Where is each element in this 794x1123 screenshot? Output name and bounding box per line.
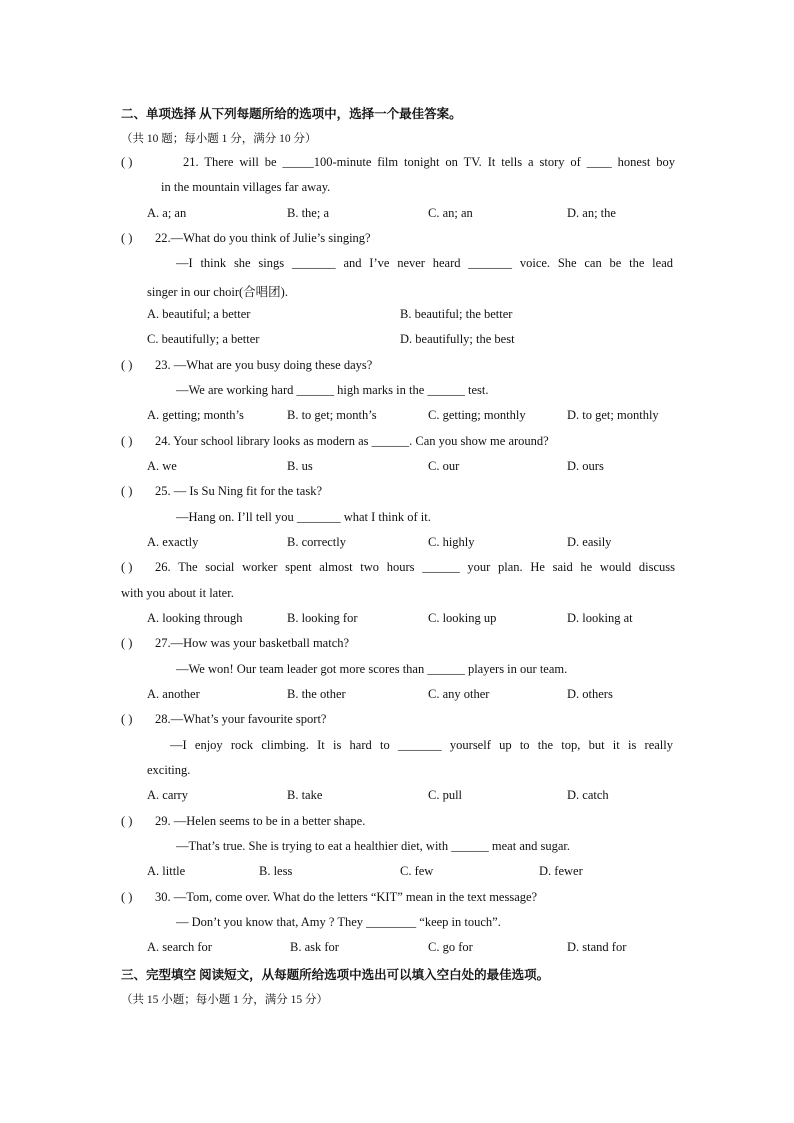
answer-bracket: ( ) (121, 560, 133, 574)
option-a: A. little (147, 864, 186, 878)
option-b: B. less (259, 864, 293, 878)
option-d: D. catch (567, 788, 609, 802)
question-text: —Hang on. I’ll tell you _______ what I think of it. (176, 510, 431, 524)
option-d: D. stand for (567, 940, 627, 954)
question-text: exciting. (147, 763, 191, 777)
question-text: 21. There will be _____100-minute film tonight on TV. It tells a story of ____ honest boy (183, 155, 675, 169)
option-b: B. to get; month’s (287, 408, 377, 422)
question-text: 26. The social worker spent almost two hours ______ your plan. He said he would discuss (155, 560, 675, 574)
option-a: A. search for (147, 940, 212, 954)
answer-bracket: ( ) (121, 484, 133, 498)
option-c: C. pull (428, 788, 463, 802)
option-d: D. ours (567, 459, 604, 473)
answer-bracket: ( ) (121, 434, 133, 448)
question-text: —We are working hard ______ high marks in the ______ test. (176, 383, 489, 397)
option-b: B. take (287, 788, 323, 802)
option-a: A. another (147, 687, 200, 701)
option-a: A. exactly (147, 535, 199, 549)
option-d: D. an; the (567, 206, 616, 220)
option-c: C. our (428, 459, 460, 473)
option-c: C. few (400, 864, 434, 878)
question-text: — Don’t you know that, Amy ? They ________ “keep in touch”. (176, 915, 501, 929)
option-c: C. beautifully; a better (147, 332, 260, 346)
section2-title: 二、单项选择 从下列每题所给的选项中，选择一个最佳答案。 (121, 107, 462, 121)
question-text: —We won! Our team leader got more scores than ______ players in our team. (176, 662, 568, 676)
option-b: B. looking for (287, 611, 358, 625)
answer-bracket: ( ) (121, 155, 133, 169)
question-text: 28.—What’s your favourite sport? (155, 712, 327, 726)
option-d: D. looking at (567, 611, 633, 625)
option-b: B. ask for (290, 940, 339, 954)
answer-bracket: ( ) (121, 231, 133, 245)
section2-subtitle: （共 10 题；每小题 1 分，满分 10 分） (121, 133, 317, 145)
question-text: 30. —Tom, come over. What do the letters “KIT” mean in the text message? (155, 890, 538, 904)
option-b: B. beautiful; the better (400, 307, 513, 321)
option-a: A. looking through (147, 611, 243, 625)
option-a: A. carry (147, 788, 188, 802)
option-d: D. beautifully; the best (400, 332, 515, 346)
option-c: C. go for (428, 940, 473, 954)
section3-title: 三、完型填空 阅读短文，从每题所给选项中选出可以填入空白处的最佳选项。 (121, 968, 550, 982)
option-b: B. us (287, 459, 313, 473)
answer-bracket: ( ) (121, 814, 133, 828)
option-d: D. others (567, 687, 613, 701)
question-text: 27.—How was your basketball match? (155, 636, 350, 650)
question-text: with you about it later. (121, 586, 234, 600)
option-b: B. correctly (287, 535, 347, 549)
question-text: 25. — Is Su Ning fit for the task? (155, 484, 322, 498)
answer-bracket: ( ) (121, 890, 133, 904)
question-text: in the mountain villages far away. (161, 180, 331, 194)
option-b: B. the other (287, 687, 346, 701)
option-d: D. to get; monthly (567, 408, 659, 422)
option-c: C. any other (428, 687, 490, 701)
question-text: 24. Your school library looks as modern as ______. Can you show me around? (155, 434, 549, 448)
section3-subtitle: （共 15 小题；每小题 1 分，满分 15 分） (121, 994, 328, 1006)
option-d: D. fewer (539, 864, 583, 878)
option-c: C. looking up (428, 611, 497, 625)
question-text: —I enjoy rock climbing. It is hard to _______ yourself up to the top, but it is really (170, 738, 673, 752)
option-c: C. getting; monthly (428, 408, 526, 422)
answer-bracket: ( ) (121, 712, 133, 726)
option-c: C. highly (428, 535, 475, 549)
question-text: —That’s true. She is trying to eat a healthier diet, with ______ meat and sugar. (176, 839, 571, 853)
answer-bracket: ( ) (121, 636, 133, 650)
option-b: B. the; a (287, 206, 330, 220)
answer-bracket: ( ) (121, 358, 133, 372)
question-text: 23. —What are you busy doing these days? (155, 358, 373, 372)
question-text: —I think she sings _______ and I’ve never heard _______ voice. She can be the lead (176, 256, 673, 270)
question-text: 29. —Helen seems to be in a better shape. (155, 814, 366, 828)
option-a: A. a; an (147, 206, 187, 220)
option-a: A. getting; month’s (147, 408, 244, 422)
option-a: A. we (147, 459, 177, 473)
question-text: singer in our choir(合唱团). (147, 285, 288, 299)
option-c: C. an; an (428, 206, 473, 220)
option-d: D. easily (567, 535, 612, 549)
question-text: 22.—What do you think of Julie’s singing? (155, 231, 371, 245)
option-a: A. beautiful; a better (147, 307, 251, 321)
